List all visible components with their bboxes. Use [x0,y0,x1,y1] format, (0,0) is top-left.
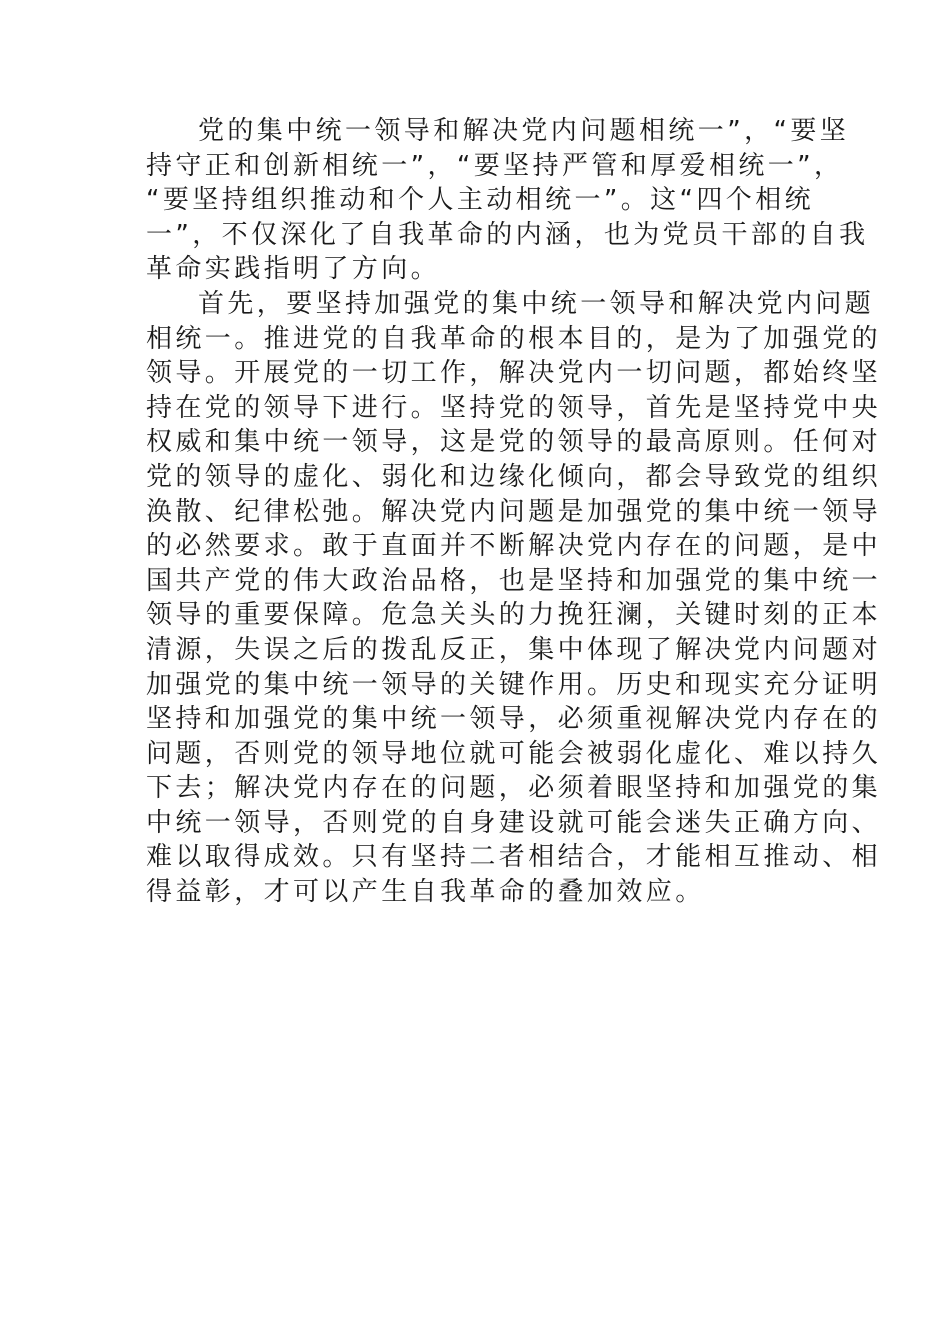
text-line: 中统一领导，否则党的自身建设就可能会迷失正确方向、 [146,807,882,838]
text-line: 权威和集中统一领导，这是党的领导的最高原则。任何对 [146,427,882,458]
text-line: 领导。开展党的一切工作，解决党内一切问题，都始终坚 [146,358,882,389]
document-body [146,114,882,910]
text-line: 首先，要坚持加强党的集中统一领导和解决党内问题 [198,288,875,319]
text-line: 一”，不仅深化了自我革命的内涵，也为党员干部的自我 [146,219,869,250]
text-line: 持守正和创新相统一”，“要坚持严管和厚爱相统一”， [146,150,844,181]
text-line: 持在党的领导下进行。坚持党的领导，首先是坚持党中央 [146,392,882,423]
text-line: 难以取得成效。只有坚持二者相结合，才能相互推动、相 [146,842,882,873]
text-line: 党的集中统一领导和解决党内问题相统一”，“要坚 [198,116,850,146]
text-line: 问题，否则党的领导地位就可能会被弱化虚化、难以持久 [146,738,882,769]
text-line: 党的领导的虚化、弱化和边缘化倾向，都会导致党的组织 [146,461,882,492]
text-line: “要坚持组织推动和个人主动相统一”。这“四个相统 [146,185,815,216]
text-line: 涣散、纪律松弛。解决党内问题是加强党的集中统一领导 [146,496,882,527]
text-line: 加强党的集中统一领导的关键作用。历史和现实充分证明 [146,669,882,700]
text-line: 坚持和加强党的集中统一领导，必须重视解决党内存在的 [146,704,882,735]
text-line: 清源，失误之后的拨乱反正，集中体现了解决党内问题对 [146,634,882,665]
paragraph-1 [146,114,869,287]
text-line: 相统一。推进党的自我革命的根本目的，是为了加强党的 [146,323,882,354]
text-line: 革命实践指明了方向。 [146,254,441,285]
paragraph-2 [146,287,882,910]
text-line: 的必然要求。敢于直面并不断解决党内存在的问题，是中 [146,531,882,562]
text-line: 领导的重要保障。危急关头的力挽狂澜，关键时刻的正本 [146,600,882,631]
text-line: 得益彰，才可以产生自我革命的叠加效应。 [146,877,705,908]
text-line: 下去；解决党内存在的问题，必须着眼坚持和加强党的集 [146,773,882,804]
text-line: 国共产党的伟大政治品格，也是坚持和加强党的集中统一 [146,565,882,596]
